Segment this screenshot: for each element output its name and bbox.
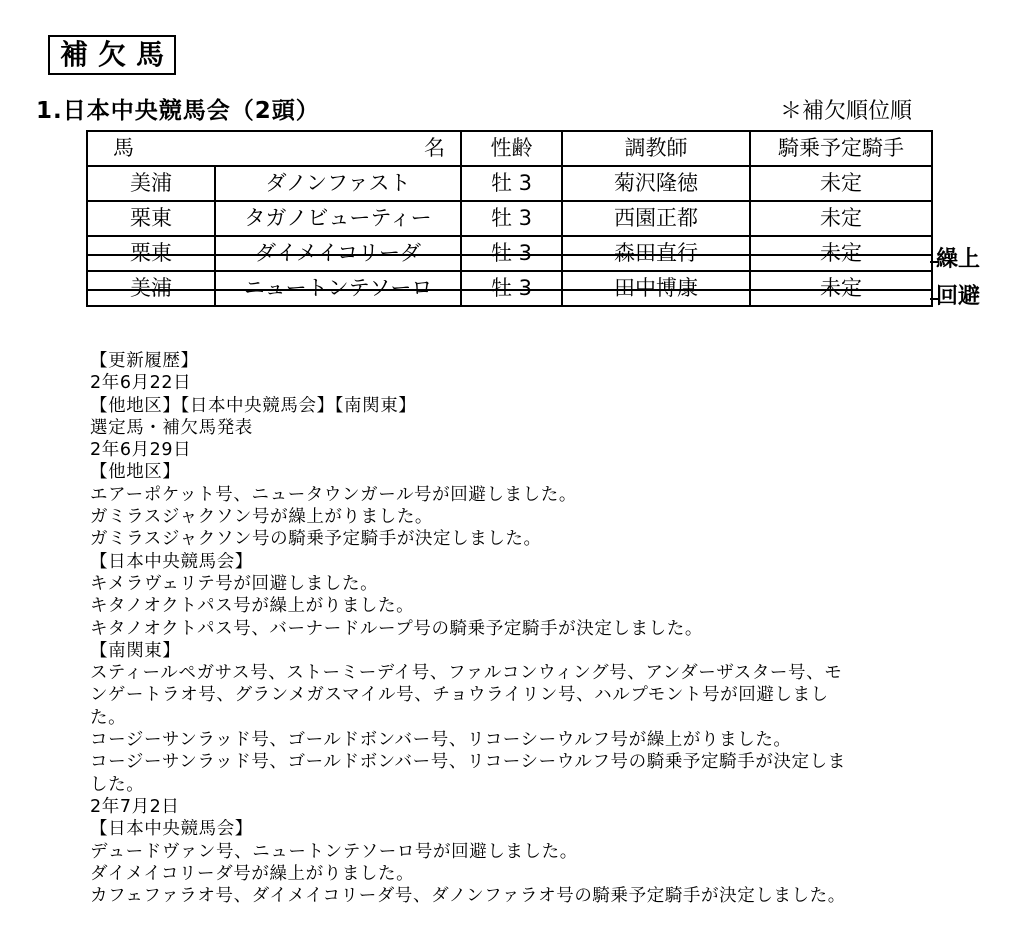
order-note: ＊補欠順位順	[780, 99, 913, 124]
history-line: 2年6月22日	[90, 373, 192, 394]
header-trainer: 調教師	[562, 131, 750, 166]
cell-trainer: 田中博康	[562, 271, 750, 306]
cell-sex-age: 牡 3	[461, 166, 562, 201]
history-line: スティールペガサス号、ストーミーデイ号、ファルコンウィング号、アンダーザスター号、モ	[90, 663, 843, 684]
table-row	[87, 201, 932, 236]
history-line: キメラヴェリテ号が回避しました。	[90, 573, 379, 594]
cell-sex-age: 牡 3	[461, 271, 562, 306]
history-line: 【南関東】	[90, 640, 181, 661]
cell-horse: タガノビューティー	[215, 201, 461, 236]
cell-jockey: 未定	[750, 201, 932, 236]
history-line: た。	[90, 707, 127, 728]
history-line: コージーサンラッド号、ゴールドボンバー号、リコーシーウルフ号の騎乗予定騎手が決定しま	[90, 752, 846, 773]
cell-sex-age: 牡 3	[461, 201, 562, 236]
history-line: ンゲートラオ号、グランメガスマイル号、チョウライリン号、ハルプモント号が回避しまし	[90, 685, 829, 706]
history-line: 2年6月29日	[90, 440, 192, 461]
cell-sex-age: 牡 3	[461, 236, 562, 271]
cell-area: 美浦	[87, 271, 215, 306]
cell-trainer: 菊沢隆徳	[562, 166, 750, 201]
header-horse-name	[87, 131, 461, 166]
cell-trainer: 森田直行	[562, 236, 750, 271]
history-line: した。	[90, 774, 145, 795]
header-jockey: 騎乗予定騎手	[750, 131, 932, 166]
status-moved-up: 繰上	[936, 247, 981, 272]
history-line: キタノオクトパス号が繰上がりました。	[90, 596, 415, 617]
cell-area: 美浦	[87, 166, 215, 201]
header-sex-age: 性齢	[461, 131, 562, 166]
history-line: デュードヴァン号、ニュートンテソーロ号が回避しました。	[90, 841, 578, 862]
history-line: エアーポケット号、ニュータウンガール号が回避しました。	[90, 484, 577, 505]
cell-trainer: 西園正都	[562, 201, 750, 236]
reserve-horse-table	[86, 130, 933, 307]
history-line: 2年7月2日	[90, 796, 180, 817]
history-line: ガミラスジャクソン号が繰上がりました。	[90, 507, 434, 528]
header-name-right: 名	[424, 136, 445, 160]
update-history	[90, 350, 930, 907]
header-name-left: 馬	[113, 136, 134, 160]
cell-area: 栗東	[87, 201, 215, 236]
cell-jockey: 未定	[750, 271, 932, 306]
history-line: ダイメイコリーダ号が繰上がりました。	[90, 863, 415, 884]
cell-jockey: 未定	[750, 236, 932, 271]
table-header-row	[87, 131, 932, 166]
document-title: 補欠馬	[48, 35, 176, 75]
cell-horse: ダイメイコリーダ	[215, 236, 461, 271]
cell-horse: ニュートンテソーロ	[215, 271, 461, 306]
history-line: 【日本中央競馬会】	[90, 551, 253, 572]
history-line: 【更新履歴】	[90, 351, 199, 371]
table-row	[87, 166, 932, 201]
status-withdrawn: 回避	[936, 284, 981, 309]
history-line: 【日本中央競馬会】	[90, 819, 253, 840]
history-line: カフェファラオ号、ダイメイコリーダ号、ダノンファラオ号の騎乗予定騎手が決定しました。	[90, 886, 846, 907]
section-title: 1.日本中央競馬会（2頭）	[36, 98, 320, 124]
cell-horse: ダノンファスト	[215, 166, 461, 201]
history-line: キタノオクトパス号、バーナードループ号の騎乗予定騎手が決定しました。	[90, 618, 703, 639]
table-row-struck	[87, 236, 932, 271]
cell-jockey: 未定	[750, 166, 932, 201]
history-line: ガミラスジャクソン号の騎乗予定騎手が決定しました。	[90, 529, 542, 550]
cell-area: 栗東	[87, 236, 215, 271]
history-line: 選定馬・補欠馬発表	[90, 417, 253, 438]
history-line: コージーサンラッド号、ゴールドボンバー号、リコーシーウルフ号が繰上がりました。	[90, 730, 792, 751]
history-line: 【他地区】【日本中央競馬会】【南関東】	[90, 395, 417, 416]
table-row-struck	[87, 271, 932, 306]
history-line: 【他地区】	[90, 462, 181, 483]
